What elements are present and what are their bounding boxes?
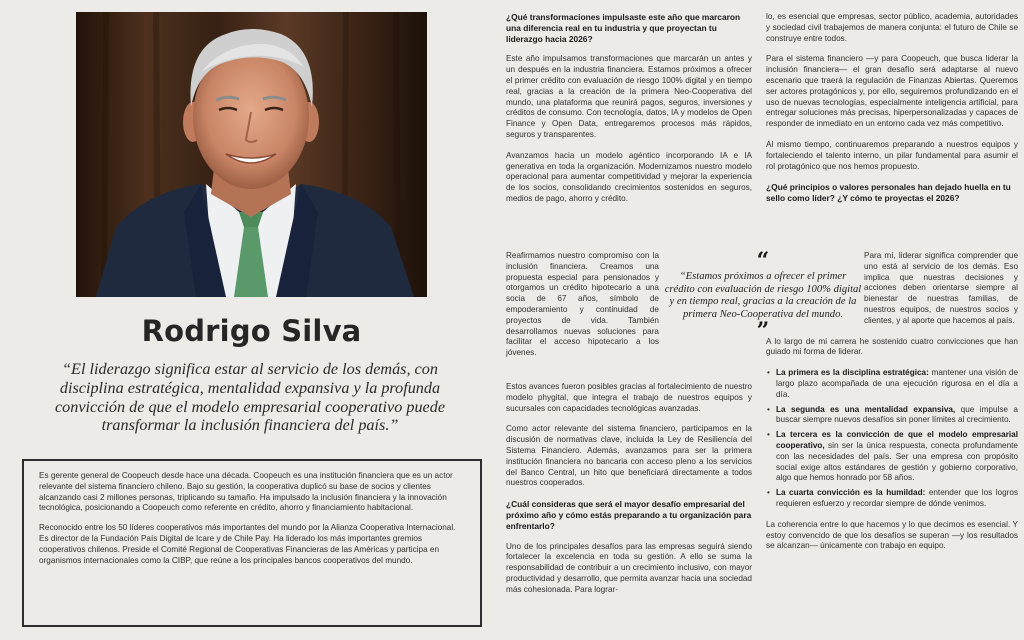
column-1-bottom — [506, 382, 752, 606]
list-item — [766, 488, 1018, 510]
col1-paragraph-6: Uno de los principales desafíos para las empresas seguirá siendo fortalecer la excelencia en toda su gestión. A ello se suma la responsabilidad de contribuir a un crecimiento inclusivo, con mayor productividad y desarrollo, que permita avanzar hacia una sociedad más cohesionada. Para lograr- — [506, 541, 752, 594]
list-item — [766, 430, 1018, 484]
column-2-bottom — [766, 251, 1018, 562]
convictions-list — [766, 368, 1018, 510]
bullet-text: que impulse a buscar siempre nuevos desafíos sin poner límites al crecimiento. — [776, 404, 1018, 425]
pull-quote-text: “Estamos próximos a ofrecer el primer crédito con evaluación de riesgo 100% digital y en tiempo real, gracias a la creación de la primera Neo-Cooperativa del mundo. — [664, 271, 862, 320]
col2-paragraph-4: Para mí, liderar significa comprender que uno está al servicio de los demás. Eso implica que nuestras decisiones y acciones deben orientarse siempre al bienestar de nuestras familias, de nuestros equipos, de nuestros socios y clientes, y al aporte que hacemos al país. — [864, 251, 1018, 325]
bullet-bold: La cuarta convicción es la humildad: — [776, 488, 926, 498]
lead-quote: “El liderazgo significa estar al servicio de los demás, con disciplina estratégica, mentalidad expansiva y la profunda convicción de que el modelo empresarial cooperativo puede transformar la inclusión financiera del país.” — [54, 360, 446, 435]
portrait-photo — [76, 12, 427, 297]
bio-box — [22, 459, 482, 627]
column-1-narrow — [506, 251, 659, 369]
col2-paragraph-6: La coherencia entre lo que hacemos y lo que decimos es esencial. Y estoy convencido de que los desafíos se superan —y los resultados se alcanzan— únicamente con trabajo en equipo. — [766, 519, 1018, 551]
col1-paragraph-1: Este año impulsamos transformaciones que marcarán un antes y un después en la industria financiera. Estamos próximos a ofrecer el primer crédito con evaluación de riesgo 100% digital y en tiempo real, gracias a la creación de la primera Neo-Cooperativa del mundo, una plataforma que reunirá pagos, seguros, inversiones y créditos de consumo. Con tecnología, datos, IA y modelos de Open Finance y Open Data, entregaremos procesos más rápidos, seguros y transparentes. — [506, 54, 752, 139]
col2-paragraph-3: Al mismo tiempo, continuaremos preparando a nuestros equipos y fortaleciendo el talento interno, un pilar fundamental para asumir el rol protagónico que nos hemos propuesto. — [766, 139, 1018, 171]
col1-paragraph-3: Reafirmamos nuestro compromiso con la inclusión financiera. Creamos una propuesta especial para pensionados y otorgamos un crédito hipotecario a una socia de 67 años, símbolo de empoderamiento y continuidad de proyectos de vida. También desarrollamos nuevas soluciones para facilitar el acceso hipotecario a los jóvenes. — [506, 251, 659, 358]
bullet-text: entender que los logros requieren esfuerzo y recordar siempre de dónde venimos. — [776, 488, 1018, 508]
question-1: ¿Qué transformaciones impulsaste este año que marcaron una diferencia real en tu industria y que proyectan tu liderazgo hacia 2026? — [506, 12, 741, 44]
open-quote-mark: “ — [756, 248, 770, 274]
bio-paragraph-1: Es gerente general de Coopeuch desde hace una década. Coopeuch es una institución financiera que es un actor relevante del sistema financiero chileno. Bajo su gestión, la cooperativa duplicó su base de socios y clientes alcanzando casi 2 millones personas, triplicando su tamaño. Ha impulsado la inclusión financiera y la innovación tecnológica, posicionando a Coopeuch como referente en crédito, ahorro y financiamiento habitacional. — [39, 471, 453, 513]
col1-paragraph-5: Como actor relevante del sistema financiero, participamos en la discusión de normativas clave, incluida la Ley de Resiliencia del Sistema Financiero. Además, avanzamos para ser la primera institución financiera no bancaria con acceso pleno a los servicios del Banco Central, un hito que beneficiará directamente a todos nuestros cooperados. — [506, 424, 752, 488]
col1-paragraph-2: Avanzamos hacia un modelo agéntico incorporando IA e IA generativa en toda la organización. Modernizamos nuestro modelo operacional para aumentar competitividad y mejorar la experiencia de los socios, consolidando crecimientos sostenidos en seguros, medios de pago, ahorro y crédito. — [506, 150, 752, 203]
col2-paragraph-5: A lo largo de mi carrera he sostenido cuatro convicciones que han guiado mi forma de liderar. — [766, 336, 1018, 357]
bullet-bold: La tercera es la convicción de que el modelo empresarial cooperativo, — [776, 430, 1018, 450]
column-1-top — [506, 12, 752, 215]
person-name: Rodrigo Silva — [141, 314, 362, 348]
bullet-bold: La primera es la disciplina estratégica: — [776, 368, 929, 378]
question-3: ¿Qué principios o valores personales han dejado huella en tu sello como líder? ¿Y cómo te proyectas el 2026? — [766, 182, 1011, 204]
bullet-text: mantener una visión de largo plazo acompañada de una ejecución rigurosa en el día a día. — [776, 368, 1018, 399]
bullet-text: sin ser la única respuesta, conecta profundamente con las necesidades del país. Ser una empresa con propósito social exige altos estándares de gestión y gobierno corporativo, algo que hemos honrado por 58 años. — [776, 440, 1018, 483]
portrait-illustration — [76, 12, 427, 297]
col2-paragraph-1: lo, es esencial que empresas, sector público, academia, autoridades y sociedad civil trabajemos de manera conjunta: el futuro de Chile se construye entre todos. — [766, 12, 1018, 43]
col1-paragraph-4: Estos avances fueron posibles gracias al fortalecimiento de nuestro modelo phygital, que integra el trabajo de nuestros equipos y sucursales con capacidades tecnológicas avanzadas. — [506, 382, 752, 413]
question-2: ¿Cuál consideras que será el mayor desafío empresarial del próximo año y cómo estás preparando a tu organización para enfrentarlo? — [506, 499, 752, 531]
column-2-top — [766, 12, 1018, 214]
close-quote-mark: ” — [756, 318, 770, 345]
bullet-bold: La segunda es una mentalidad expansiva, — [776, 404, 956, 414]
bio-paragraph-2: Reconocido entre los 50 líderes cooperativos más importantes del mundo por la Alianza Cooperativa Internacional. Es director de la Fundación País Digital de Icare y de Chile Pay. Ha liderado los más importantes gremios cooperativos chilenos. Preside el Comité Regional de Cooperativas Financieras de las Américas y participa en organismos internacionales como la CIBP, que reúne a los principales bancos cooperativos del mundo. — [39, 523, 456, 565]
list-item — [766, 405, 1018, 427]
list-item — [766, 368, 1018, 400]
col2-paragraph-2: Para el sistema financiero —y para Coopeuch, que busca liderar la inclusión financiera— el gran desafío será adaptarse al nuevo escenario que traerá la regulación de Finanzas Abiertas. Queremos ser actores protagónicos y, por ello, seguiremos profundizando en el uso de nuevas tecnologías, especialmente inteligencia artificial, para entregar soluciones más precisas, hiperpersonalizadas y capaces de responder de inmediato en un entorno cada vez más competitivo. — [766, 54, 1018, 129]
